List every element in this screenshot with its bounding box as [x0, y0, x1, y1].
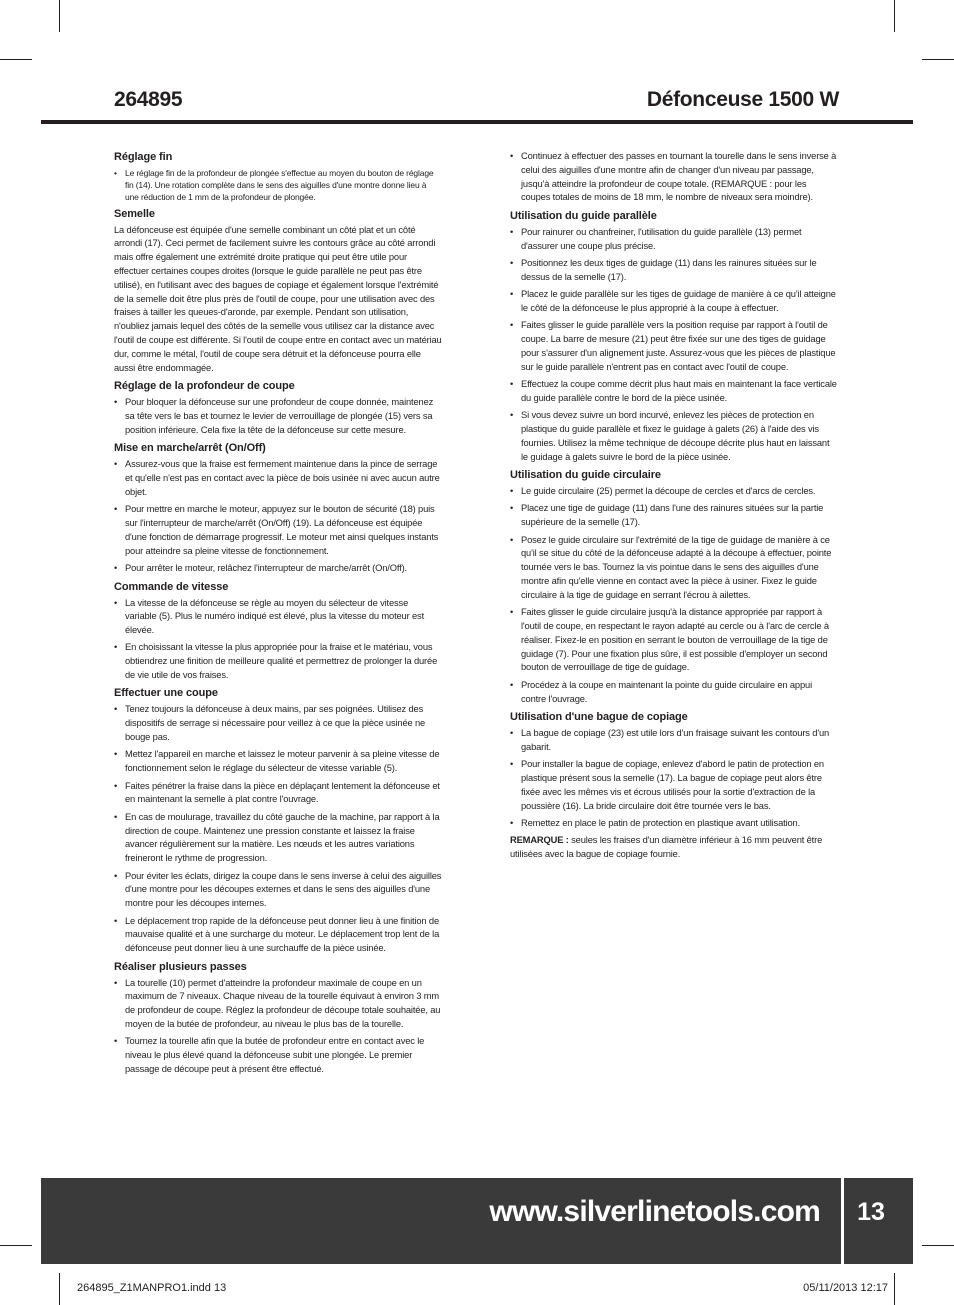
- section: [114, 150, 442, 203]
- bullet-item: • Posez le guide circulaire sur l'extrémité de la tige de guidage de manière à ce qu'il se situe du côté de la défonceuse adapté à la découpe à effectuer, pointe tournée vers le bas. Tournez la vis pointue dans le sens des aiguilles d'une montre afin qu'elle vienne en contact avec la pièce à usiner. Fixez le guide circulaire à la tige de guidage en serrant l'écrou à ailettes.: [510, 534, 838, 603]
- crop-mark: [894, 0, 895, 32]
- bullet-item: • Pour éviter les éclats, dirigez la coupe dans le sens inverse à celui des aiguilles d'une montre pour les découpes externes et dans le sens des aiguilles d'une montre pour les découpes internes.: [114, 870, 442, 911]
- bullet-item: • Effectuez la coupe comme décrit plus haut mais en maintenant la face verticale du guide parallèle contre le bord de la pièce usinée.: [510, 378, 838, 406]
- section-heading: Utilisation du guide circulaire: [510, 469, 661, 482]
- bullet-item: • Tenez toujours la défonceuse à deux mains, par ses poignées. Utilisez des dispositifs de serrage si nécessaire pour veillez à ce que la pièce usinée ne bouge pas.: [114, 703, 442, 744]
- bullet-list: [510, 150, 838, 205]
- crop-mark: [922, 1245, 954, 1246]
- section-heading: Réglage fin: [114, 151, 173, 163]
- bullet-list: [114, 977, 442, 1077]
- crop-mark: [0, 59, 32, 60]
- section: [114, 580, 442, 683]
- crop-mark: [59, 1273, 60, 1305]
- section-heading: Semelle: [114, 207, 155, 220]
- bullet-item: • Positionnez les deux tiges de guidage (11) dans les rainures situées sur le dessus de la semelle (17).: [510, 257, 838, 285]
- slug-filename: 264895_Z1MANPRO1.indd 13: [77, 1282, 227, 1294]
- bullet-item: • Pour bloquer la défonceuse sur une profondeur de coupe donnée, maintenez sa tête vers le bas et tournez le levier de verrouillage de plongée (15) vers sa position inférieure. Cela fixe la tête de la défonceuse sur cette mesure.: [114, 396, 442, 437]
- bullet-item: • En cas de moulurage, travaillez du côté gauche de la machine, par rapport à la direction de coupe. Maintenez une pression constante et laissez la fraise avancer régulièrement sur la matière. Les nœuds et les autres variations freineront le rythme de progression.: [114, 811, 442, 866]
- bullet-list: [114, 396, 442, 437]
- bullet-item: • Placez une tige de guidage (11) dans l'une des rainures situées sur la partie supérieure de la semelle (17).: [510, 502, 838, 530]
- section-heading: Effectuer une coupe: [114, 687, 218, 700]
- section: [114, 207, 442, 376]
- right-column: [510, 150, 838, 866]
- crop-mark: [0, 1245, 32, 1246]
- section: [510, 209, 838, 465]
- header-rule: [41, 120, 913, 124]
- bullet-item: • Continuez à effectuer des passes en tournant la tourelle dans le sens inverse à celui des aiguilles d'une montre afin de changer d'un niveau par passage, jusqu'à atteindre la profondeur de coupe totale. (REMARQUE : pour les coupes totales de moins de 18 mm, le nombre de niveaux sera moindre).: [510, 150, 838, 205]
- bullet-item: • La bague de copiage (23) est utile lors d'un fraisage suivant les contours d'un gabarit.: [510, 727, 838, 755]
- remark-label: REMARQUE :: [510, 835, 569, 846]
- section-heading: Réglage de la profondeur de coupe: [114, 380, 295, 393]
- page-title: Défonceuse 1500 W: [646, 88, 839, 111]
- section: [114, 686, 442, 956]
- remark-note: [510, 834, 838, 862]
- page-number-box: [841, 1178, 898, 1264]
- section-heading: Réaliser plusieurs passes: [114, 960, 247, 973]
- bullet-item: • Assurez-vous que la fraise est fermement maintenue dans la pince de serrage et qu'elle n'est pas en contact avec la pièce de bois usinée ni avec aucun autre objet.: [114, 458, 442, 499]
- page-number: 13: [857, 1198, 885, 1226]
- crop-mark: [894, 1273, 895, 1305]
- bullet-list: [114, 458, 442, 576]
- section-paragraph: La défonceuse est équipée d'une semelle combinant un côté plat et un côté arrondi (17). Ceci permet de facilement suivre les contours grâce au côté arrondi mais offre également une extrémité droite pratique qui peut être utile pour effectuer certaines coupes droites (lorsque le guide parallèle ne peut pas être utilisé), en l'utilisant avec des bagues de copiage et également lorsque l'extrémité de la semelle doit être plus près de l'outil de coupe, pour une utilisation avec des fraises à tailler les queues-d'aronde, par exemple. Pendant son utilisation, n'oubliez jamais lequel des côtés de la semelle vous utilisez car la distance avec l'outil de coupe est différente. Si l'outil de coupe entre en contact avec un matériau dur, comme le métal, l'outil de coupe sera détruit et la défonceuse pourra elle aussi être endommagée.: [114, 224, 442, 373]
- bullet-item: • Tournez la tourelle afin que la butée de profondeur entre en contact avec le niveau le plus élevé quand la défonceuse subit une plongée. Le premier passage de découpe peut à présent être effectué.: [114, 1035, 442, 1076]
- bullet-item: • Pour installer la bague de copiage, enlevez d'abord le patin de protection en plastique présent sous la semelle (17). La bague de copiage peut alors être fixée avec les mêmes vis et écrous utilisés pour la sortie d'extraction de la poussière (16). La bride circulaire doit être tournée vers le bas.: [510, 758, 838, 813]
- bullet-list: [510, 485, 838, 706]
- bullet-list: [510, 727, 838, 831]
- bullet-item: • Mettez l'appareil en marche et laissez le moteur parvenir à sa pleine vitesse de fonctionnement selon le réglage du sélecteur de vitesse variable (5).: [114, 748, 442, 776]
- bullet-list: [114, 703, 442, 956]
- bullet-item: • Placez le guide parallèle sur les tiges de guidage de manière à ce qu'il atteigne le côté de la défonceuse le plus approprié à la coupe à effectuer.: [510, 288, 838, 316]
- section-heading: Commande de vitesse: [114, 580, 229, 593]
- bullet-item: • Remettez en place le patin de protection en plastique avant utilisation.: [510, 817, 838, 831]
- bullet-item: • Pour rainurer ou chanfreiner, l'utilisation du guide parallèle (13) permet d'assurer une coupe plus précise.: [510, 226, 838, 254]
- section: [510, 150, 838, 205]
- section: [114, 960, 442, 1077]
- section: [114, 379, 442, 437]
- website-url[interactable]: www.silverlinetools.com: [489, 1195, 820, 1228]
- bullet-item: • La vitesse de la défonceuse se règle au moyen du sélecteur de vitesse variable (5). Plus le numéro indiqué est élevé, plus la vitesse du moteur est élevée.: [114, 597, 442, 638]
- crop-mark: [59, 0, 60, 32]
- remark-text: seules les fraises d'un diamètre inférieur à 16 mm peuvent être utilisées avec la bague de copiage fournie.: [510, 835, 823, 860]
- section-heading: Mise en marche/arrêt (On/Off): [114, 442, 266, 455]
- crop-mark: [922, 59, 954, 60]
- bullet-item: • Le déplacement trop rapide de la défonceuse peut donner lieu à une finition de mauvaise qualité et à une surcharge du moteur. Le déplacement trop lent de la défonceuse peut donner lieu à une surchauffe de la pièce usinée.: [114, 915, 442, 956]
- section: [114, 441, 442, 576]
- bullet-item: • Faites glisser le guide parallèle vers la position requise par rapport à l'outil de coupe. La barre de mesure (21) peut être fixée sur une des tiges de guidage pour s'assurer d'un alignement juste. Assurez-vous que les pièces de plastique sur le guide parallèle n'entrent pas en contact avec l'outil de coupe.: [510, 319, 838, 374]
- bullet-item: • Le réglage fin de la profondeur de plongée s'effectue au moyen du bouton de réglage fin (14). Une rotation complète dans le sens des aiguilles d'une montre donne lieu à une réduction de 1 mm de la profondeur de plongée.: [114, 167, 442, 203]
- bullet-list: [114, 597, 442, 683]
- bullet-list: [114, 167, 442, 203]
- bullet-list: [510, 226, 838, 465]
- bullet-item: • Procédez à la coupe en maintenant la pointe du guide circulaire en appui contre l'ouvrage.: [510, 679, 838, 707]
- bullet-item: • Le guide circulaire (25) permet la découpe de cercles et d'arcs de cercles.: [510, 485, 838, 499]
- section-heading: Utilisation du guide parallèle: [510, 209, 657, 222]
- bullet-item: • Si vous devez suivre un bord incurvé, enlevez les pièces de protection en plastique du guide parallèle et fixez le guidage à galets (26) à l'aide des vis fournies. Utilisez la même technique de découpe décrite plus haut en laissant le guidage à galets suivre le bord de la pièce usinée.: [510, 409, 838, 464]
- product-code: 264895: [114, 88, 183, 111]
- bullet-item: • Pour mettre en marche le moteur, appuyez sur le bouton de sécurité (18) puis sur l'interrupteur de marche/arrêt (On/Off) (19). La défonceuse est équipée d'une fonction de démarrage progressif. Le moteur met ainsi quelques instants pour atteindre sa pleine vitesse de fonctionnement.: [114, 503, 442, 558]
- section: [510, 468, 838, 706]
- bullet-item: • La tourelle (10) permet d'atteindre la profondeur maximale de coupe en un maximum de 7 niveaux. Chaque niveau de la tourelle équivaut à environ 3 mm de profondeur de coupe. Réglez la profondeur de découpe totale souhaitée, au moyen de la butée de profondeur, au niveau le plus bas de la tourelle.: [114, 977, 442, 1032]
- bullet-item: • Pour arrêter le moteur, relâchez l'interrupteur de marche/arrêt (On/Off).: [114, 562, 442, 576]
- slug-date: 05/11/2013 12:17: [803, 1282, 888, 1294]
- left-column: [114, 150, 442, 1080]
- bullet-item: • Faites pénétrer la fraise dans la pièce en déplaçant lentement la défonceuse et en maintenant la semelle à plat contre l'ouvrage.: [114, 780, 442, 808]
- section: [510, 710, 838, 831]
- bullet-item: • Faites glisser le guide circulaire jusqu'à la distance appropriée par rapport à l'outil de coupe, en respectant le rayon adapté au cercle ou à l'arc de cercle à réaliser. Fixez-le en position en serrant le bouton de verrouillage de la tige de guidage (7). Pour une fixation plus sûre, il est possible d'employer un second bouton de verrouillage de tige de guidage.: [510, 606, 838, 675]
- bullet-item: • En choisissant la vitesse la plus appropriée pour la fraise et le matériau, vous obtiendrez une finition de meilleure qualité et permettrez de prolonger la durée de vie utile de vos fraises.: [114, 641, 442, 682]
- section-heading: Utilisation d'une bague de copiage: [510, 711, 688, 724]
